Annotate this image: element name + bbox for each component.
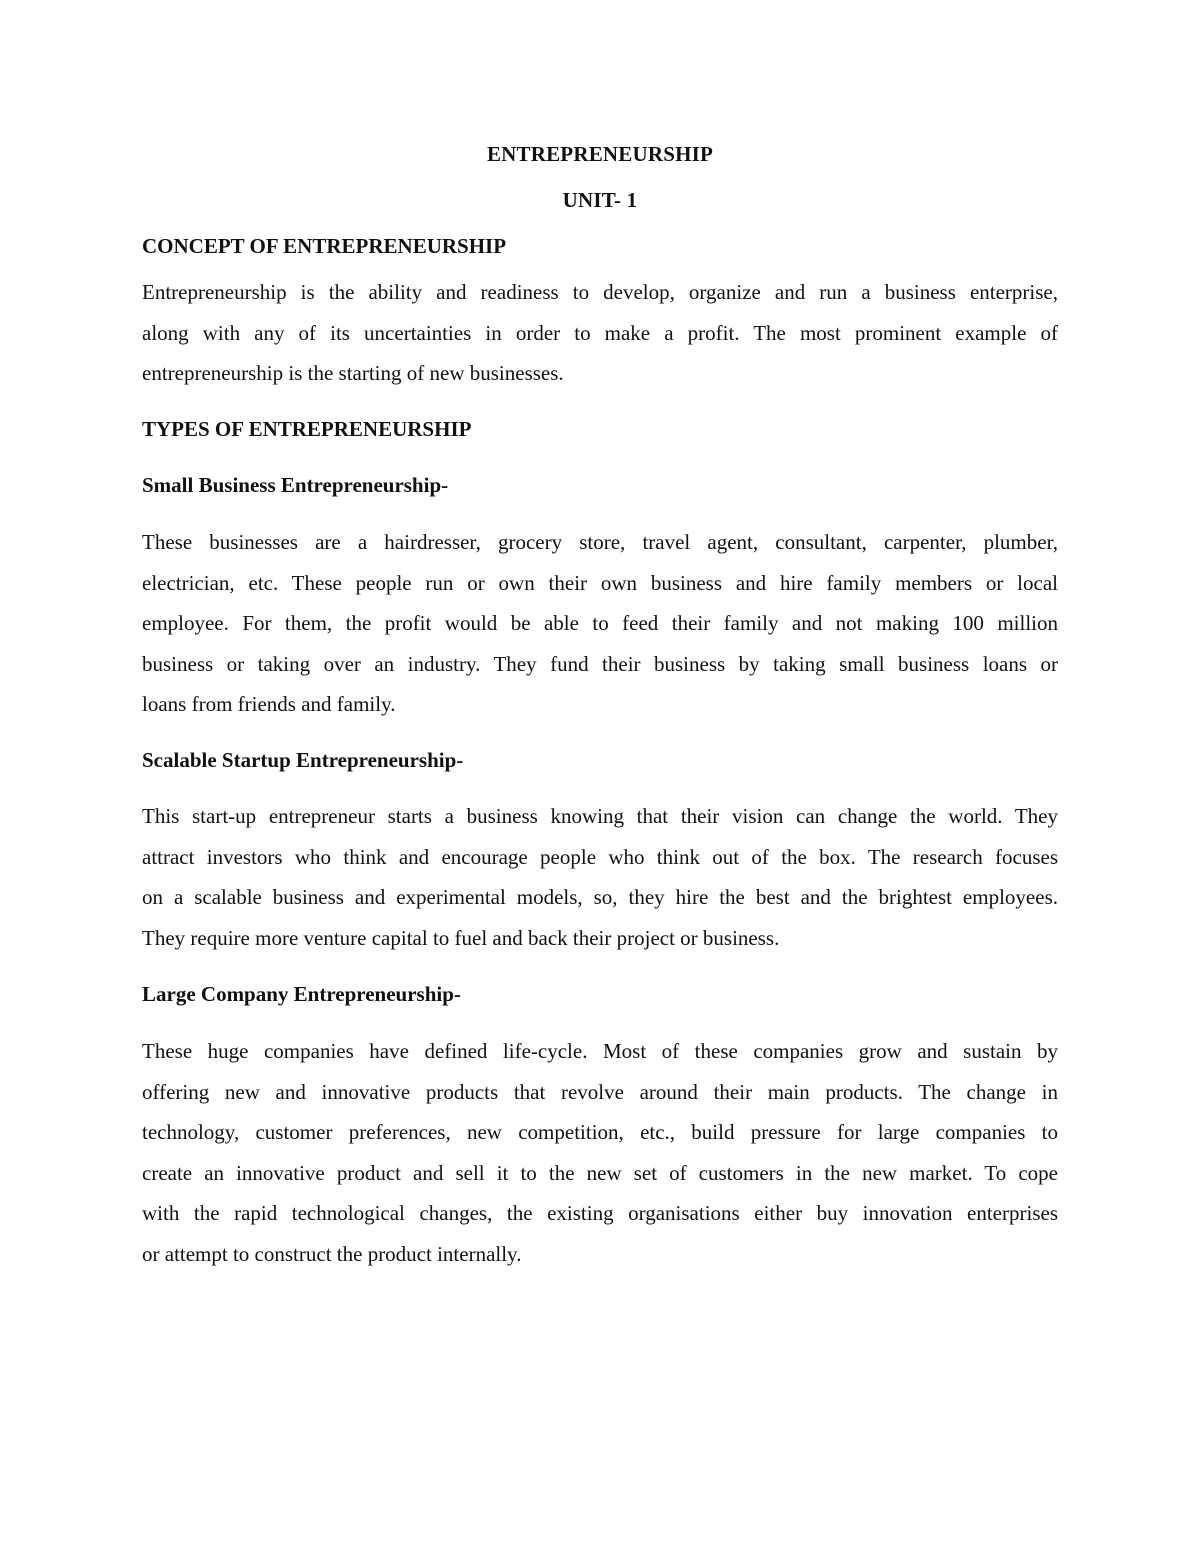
document-title: ENTREPRENEURSHIP [486, 142, 714, 166]
paragraph-small-business [142, 522, 1058, 725]
paragraph-line: with the rapid technological changes, the existing organisations either buy innovation enterprises [142, 1201, 1058, 1226]
subheading-scalable-startup: Scalable Startup Entrepreneurship- [142, 748, 464, 772]
paragraph-line: This start-up entrepreneur starts a business knowing that their vision can change the world. They [142, 804, 1058, 828]
unit-label: UNIT- 1 [562, 188, 638, 212]
paragraph-large-company [142, 1031, 1058, 1275]
section-heading-types: TYPES OF ENTREPRENEURSHIP [142, 417, 472, 441]
paragraph-line: loans from friends and family. [142, 692, 396, 717]
paragraph-line: business or taking over an industry. They fund their business by taking small business loans or [142, 651, 1058, 676]
paragraph-line: or attempt to construct the product internally. [142, 1241, 522, 1266]
paragraph-line: along with any of its uncertainties in order to make a profit. The most prominent example of [142, 320, 1058, 345]
paragraph-line: These businesses are a hairdresser, grocery store, travel agent, consultant, carpenter, plumber, [142, 530, 1058, 554]
paragraph-concept [142, 272, 1058, 394]
paragraph-line: offering new and innovative products that revolve around their main products. The change in [142, 1079, 1058, 1104]
subheading-large-company: Large Company Entrepreneurship- [142, 982, 461, 1006]
paragraph-line: electrician, etc. These people run or own their own business and hire family members or local [142, 570, 1058, 595]
paragraph-line: on a scalable business and experimental models, so, they hire the best and the brightest employees. [142, 885, 1058, 910]
paragraph-line: These huge companies have defined life-cycle. Most of these companies grow and sustain by [142, 1039, 1058, 1063]
paragraph-line: They require more venture capital to fuel and back their project or business. [142, 925, 780, 950]
paragraph-line: employee. For them, the profit would be able to feed their family and not making 100 million [142, 611, 1058, 636]
paragraph-line: technology, customer preferences, new competition, etc., build pressure for large companies to [142, 1120, 1058, 1145]
paragraph-line: attract investors who think and encourage people who think out of the box. The research focuses [142, 844, 1058, 869]
paragraph-line: create an innovative product and sell it to the new set of customers in the new market. To cope [142, 1160, 1058, 1185]
paragraph-scalable-startup [142, 796, 1058, 958]
subheading-small-business: Small Business Entrepreneurship- [142, 473, 449, 497]
section-heading-concept: CONCEPT OF ENTREPRENEURSHIP [142, 234, 507, 258]
paragraph-line: Entrepreneurship is the ability and readiness to develop, organize and run a business enterprise, [142, 280, 1058, 304]
paragraph-line: entrepreneurship is the starting of new businesses. [142, 361, 564, 386]
